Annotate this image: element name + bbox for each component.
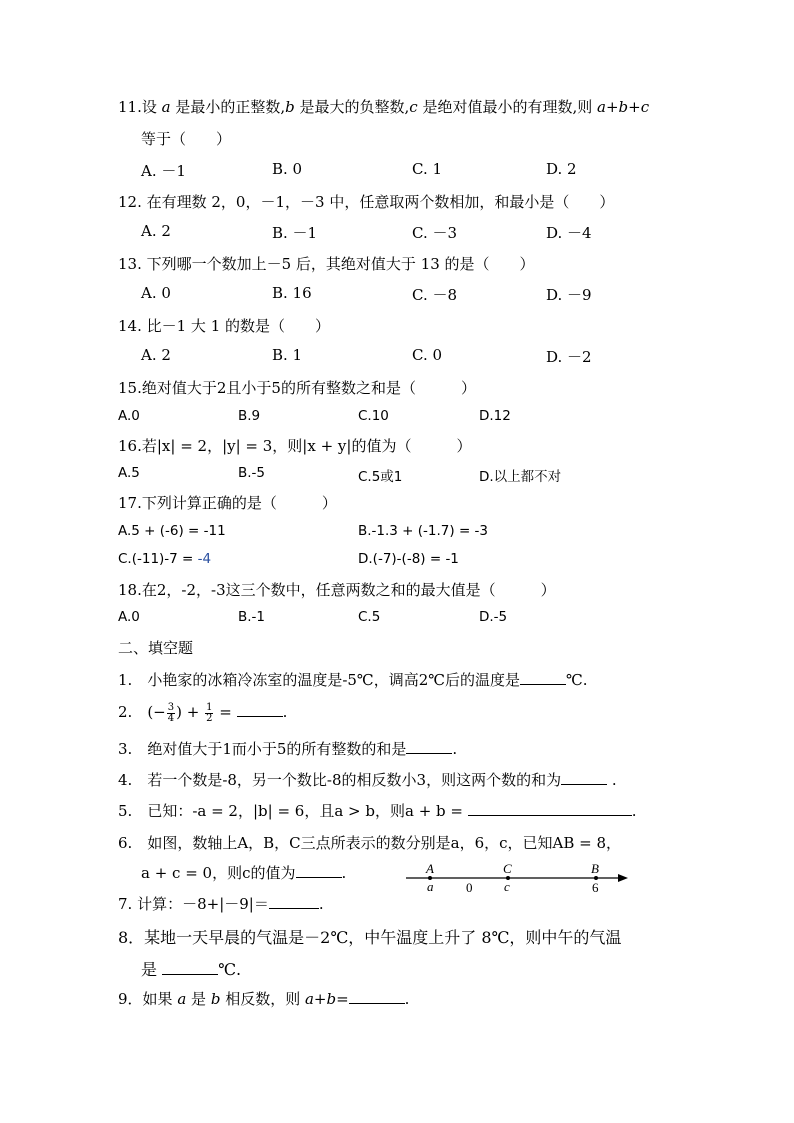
label-A: A: [426, 861, 434, 876]
option-c: C. －8: [412, 286, 458, 304]
fill-7: 7. 计算：－8+|－9|＝ .: [118, 895, 324, 913]
question-16: 16.若|x| = 2，|y| = 3，则|x + y|的值为（ ）: [118, 437, 472, 455]
question-11-line2: 等于（ ）: [141, 130, 232, 148]
option-b: B. 1: [272, 346, 303, 364]
value-0: 0: [466, 880, 473, 895]
answer-blank[interactable]: [561, 770, 607, 785]
option-a: A. 2: [141, 222, 171, 240]
option-b: B.9: [238, 408, 261, 424]
option-b: B.-1: [238, 609, 266, 625]
value-6: 6: [592, 880, 599, 895]
option-d: D.-5: [479, 609, 508, 625]
option-d: D.12: [479, 408, 511, 424]
option-c-answer: -4: [197, 551, 212, 567]
arrow-head-icon: [618, 874, 628, 882]
option-d: D. －9: [546, 286, 592, 304]
option-a: A. －1: [141, 162, 186, 180]
value-a: a: [427, 879, 434, 894]
answer-blank[interactable]: [349, 989, 405, 1004]
option-c: C. 0: [412, 346, 443, 364]
answer-blank[interactable]: [406, 739, 452, 754]
answer-blank[interactable]: [237, 702, 283, 717]
question-12: 12. 在有理数 2，0，－1，－3 中，任意取两个数相加，和最小是（ ）: [118, 193, 615, 211]
label-C: C: [503, 861, 512, 876]
question-17: 17.下列计算正确的是（ ）: [118, 494, 337, 512]
option-d: D.(-7)-(-8) = -1: [358, 551, 459, 567]
fill-3: 3. 绝对值大于1而小于5的所有整数的和是 .: [118, 740, 458, 758]
option-c: C.5: [358, 609, 381, 625]
label-B: B: [591, 861, 599, 876]
option-b: B.-5: [238, 465, 266, 481]
answer-blank[interactable]: [162, 960, 218, 975]
option-c: C. －3: [412, 224, 458, 242]
fraction: $\frac{1}{2}$: [206, 701, 213, 724]
option-b: B. －1: [272, 224, 318, 242]
fill-4: 4. 若一个数是-8，另一个数比-8的相反数小3，则这两个数的和为 .: [118, 771, 617, 789]
question-15: 15.绝对值大于2且小于5的所有整数之和是（ ）: [118, 379, 476, 397]
option-c: C.10: [358, 408, 389, 424]
option-d: D.以上都不对: [479, 469, 562, 485]
option-d: D. －4: [546, 224, 592, 242]
option-b: B. 16: [272, 284, 312, 302]
option-a: A.0: [118, 609, 140, 625]
fill-6-line2: a + c = 0，则c的值为 .: [141, 864, 347, 882]
fill-2: 2. (− $\frac{3}{4}$ ) + $\frac{1}{2}$ = .: [118, 701, 288, 724]
value-c: c: [504, 879, 510, 894]
answer-blank[interactable]: [296, 863, 342, 878]
fill-1: 1. 小艳家的冰箱冷冻室的温度是-5℃，调高2℃后的温度是 ℃.: [118, 671, 588, 689]
answer-blank[interactable]: [468, 801, 632, 816]
section-title: 二、填空题: [118, 639, 194, 657]
answer-blank[interactable]: [520, 670, 566, 685]
option-c: C.(-11)-7 = -4: [118, 551, 212, 567]
number-line-figure: [400, 858, 632, 900]
question-14: 14. 比－1 大 1 的数是（ ）: [118, 317, 331, 335]
question-number: 11.: [118, 98, 142, 116]
option-a: A. 0: [141, 284, 171, 302]
option-c: C. 1: [412, 160, 443, 178]
fill-5: 5. 已知：-a = 2，|b| = 6，且a > b，则a + b = .: [118, 802, 637, 820]
option-b: B. 0: [272, 160, 303, 178]
fraction: $\frac{3}{4}$: [167, 701, 175, 724]
option-a: A.5 + (-6) = -11: [118, 523, 226, 539]
option-a: A.5: [118, 465, 140, 481]
question-18: 18.在2，-2，-3这三个数中，任意两数之和的最大值是（ ）: [118, 581, 556, 599]
option-d: D. －2: [546, 348, 592, 366]
option-d: D. 2: [546, 160, 577, 178]
question-13: 13. 下列哪一个数加上－5 后，其绝对值大于 13 的是（ ）: [118, 255, 535, 273]
option-a: A. 2: [141, 346, 171, 364]
fill-8: 8．某地一天早晨的气温是－2℃，中午温度上升了 8℃，则中午的气温: [118, 928, 622, 947]
fill-6: 6. 如图，数轴上A，B，C三点所表示的数分别是a，6，c，已知AB = 8，: [118, 834, 622, 852]
option-c: C.5或1: [358, 469, 403, 485]
answer-blank[interactable]: [269, 894, 319, 909]
fill-8-line2: 是 ℃.: [141, 960, 242, 979]
fill-9: 9．如果 a 是 b 相反数，则 a+b= .: [118, 990, 410, 1008]
option-b: B.-1.3 + (-1.7) = -3: [358, 523, 489, 539]
question-11: 11.设 a 是最小的正整数,b 是最大的负整数,c 是绝对值最小的有理数,则 a+b+c: [118, 98, 650, 116]
option-a: A.0: [118, 408, 140, 424]
